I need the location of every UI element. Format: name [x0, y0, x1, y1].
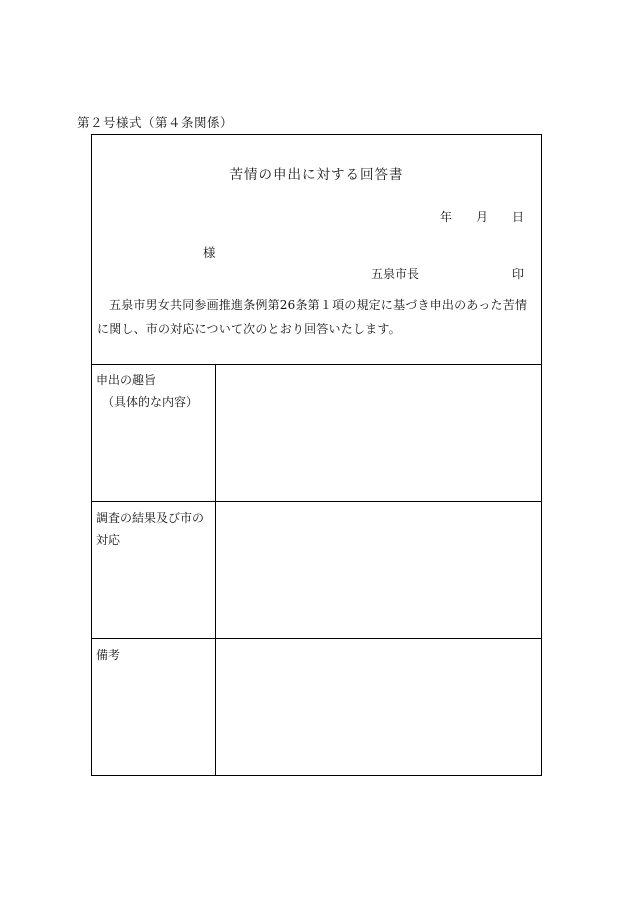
body-text: 五泉市男女共同参画推進条例第26条第１項の規定に基づき申出のあった苦情に関し、市の対応について次のとおり回答いたします。	[97, 298, 528, 336]
header-area	[92, 135, 541, 365]
value-complaint[interactable]	[216, 364, 541, 501]
seal: 印	[511, 267, 524, 281]
label-investigation: 調査の結果及び市の対応	[92, 502, 216, 638]
date-line	[440, 208, 524, 225]
date-day: 日	[511, 210, 524, 224]
value-investigation[interactable]	[216, 502, 541, 638]
date-month: 月	[475, 210, 488, 224]
label-remarks: 備考	[92, 639, 216, 775]
form-box	[91, 134, 542, 776]
addressee: 様	[203, 245, 216, 260]
label-complaint: 申出の趣旨 （具体的な内容）	[92, 364, 216, 501]
row-complaint	[92, 364, 541, 502]
date-year: 年	[439, 210, 452, 224]
issuer: 五泉市長	[371, 267, 420, 281]
label-complaint-sub: （具体的な内容）	[102, 395, 199, 409]
form-number: 第２号様式（第４条関係）	[77, 115, 234, 130]
value-remarks[interactable]	[216, 639, 541, 775]
document-title: 苦情の申出に対する回答書	[229, 167, 404, 183]
row-remarks	[92, 639, 541, 775]
row-investigation	[92, 502, 541, 639]
